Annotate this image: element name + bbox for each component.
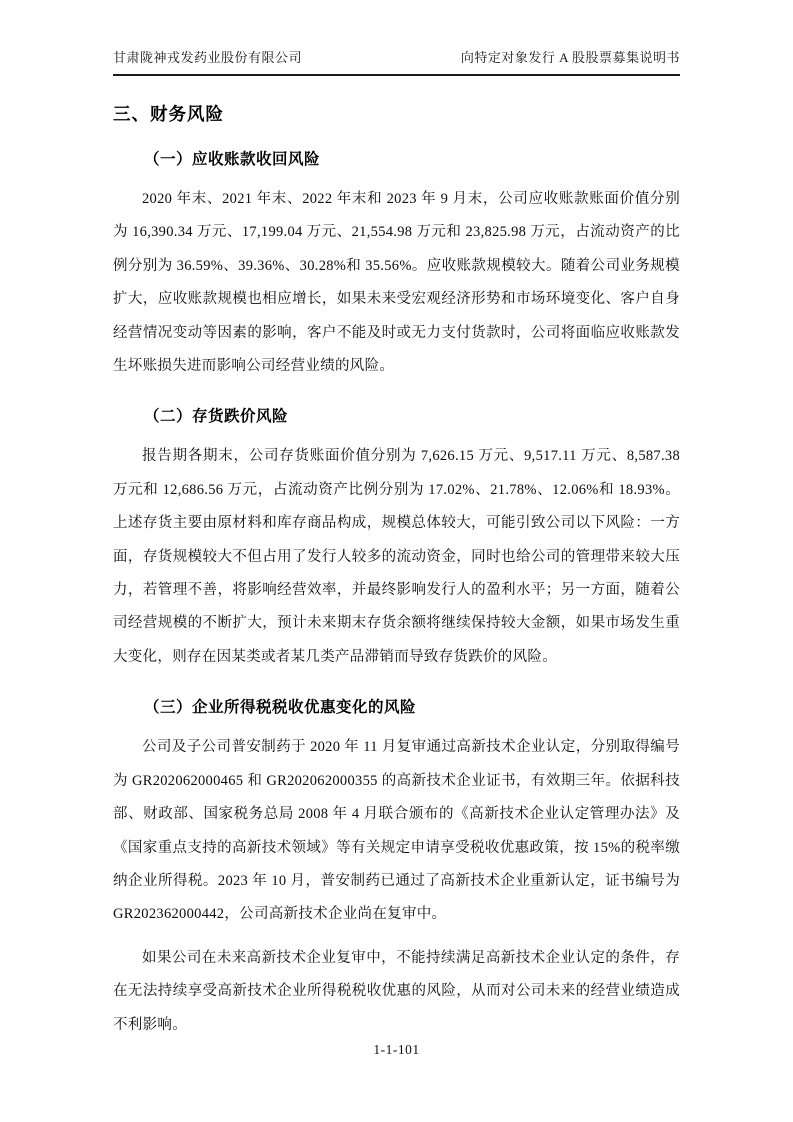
section-accounts-receivable-risk bbox=[113, 149, 680, 383]
section-heading-tax-incentive: （三）企业所得税税收优惠变化的风险 bbox=[144, 699, 417, 717]
paragraph-inventory: 报告期各期末，公司存货账面价值分别为 7,626.15 万元、9,517.11 万元、8,587.38 万元和 12,686.56 万元，占流动资产比例分别为 17.02%、21.78%、12.06%和 18.93%。上述存货主要由原材料和库存商品构成，规模总体较大，可能引致公司以下风险：一方面，存货规模较大不但占用了发行人较多的流动资金，同时也给公司的管理带来较大压力，若管理不善，将影响经营效率，并最终影响发行人的盈利水平；另一方面，随着公司经营规模的不断扩大，预计未来期末存货余额将继续保持较大金额，如果市场发生重大变化，则存在因某类或者某几类产品滞销而导致存货跌价的风险。 bbox=[113, 448, 680, 665]
paragraph-accounts-receivable: 2020 年末、2021 年末、2022 年末和 2023 年 9 月末，公司应收账款账面价值分别为 16,390.34 万元、17,199.04 万元、21,554.98 万元和 23,825.98 万元，占流动资产的比例分别为 36.59%、39.36%、30.28%和 35.56%。应收账款规模较大。随着公司业务规模扩大，应收账款规模也相应增长，如果未来受宏观经济形势和市场环境变化、客户自身经营情况变动等因素的影响，客户不能及时或无力支付货款时，公司将面临应收账款发生坏账损失进而影响公司经营业绩的风险。 bbox=[113, 191, 680, 375]
chapter-title: 三、财务风险 bbox=[113, 104, 224, 124]
header-company-name: 甘肃陇神戎发药业股份有限公司 bbox=[113, 50, 303, 65]
section-tax-incentive-risk bbox=[113, 697, 680, 1042]
paragraph-tax-incentive-1: 公司及子公司普安制药于 2020 年 11 月复审通过高新技术企业认定，分别取得编号为 GR202062000465 和 GR202062000355 的高新技术企业证书，有效期三年。依据科技部、财政部、国家税务总局 2008 年 4 月联合颁布的《高新技术企业认定管理办法》及《国家重点支持的高新技术领域》等有关规定申请享受税收优惠政策，按 15%的税率缴纳企业所得税。2023 年 10 月，普安制药已通过了高新技术企业重新认定，证书编号为 GR202362000442，公司高新技术企业尚在复审中。 bbox=[113, 739, 680, 923]
section-heading-accounts-receivable: （一）应收账款收回风险 bbox=[144, 151, 321, 168]
page-header bbox=[113, 47, 680, 76]
section-heading-inventory: （二）存货跌价风险 bbox=[144, 408, 289, 426]
section-inventory-risk bbox=[113, 406, 680, 674]
paragraph-tax-incentive-2: 如果公司在未来高新技术企业复审中，不能持续满足高新技术企业认定的条件，存在无法持续享受高新技术企业所得税税收优惠的风险，从而对公司未来的经营业绩造成不利影响。 bbox=[113, 949, 680, 1033]
header-document-title: 向特定对象发行 A 股股票募集说明书 bbox=[460, 50, 680, 65]
page-number: 1-1-101 bbox=[373, 1042, 420, 1057]
